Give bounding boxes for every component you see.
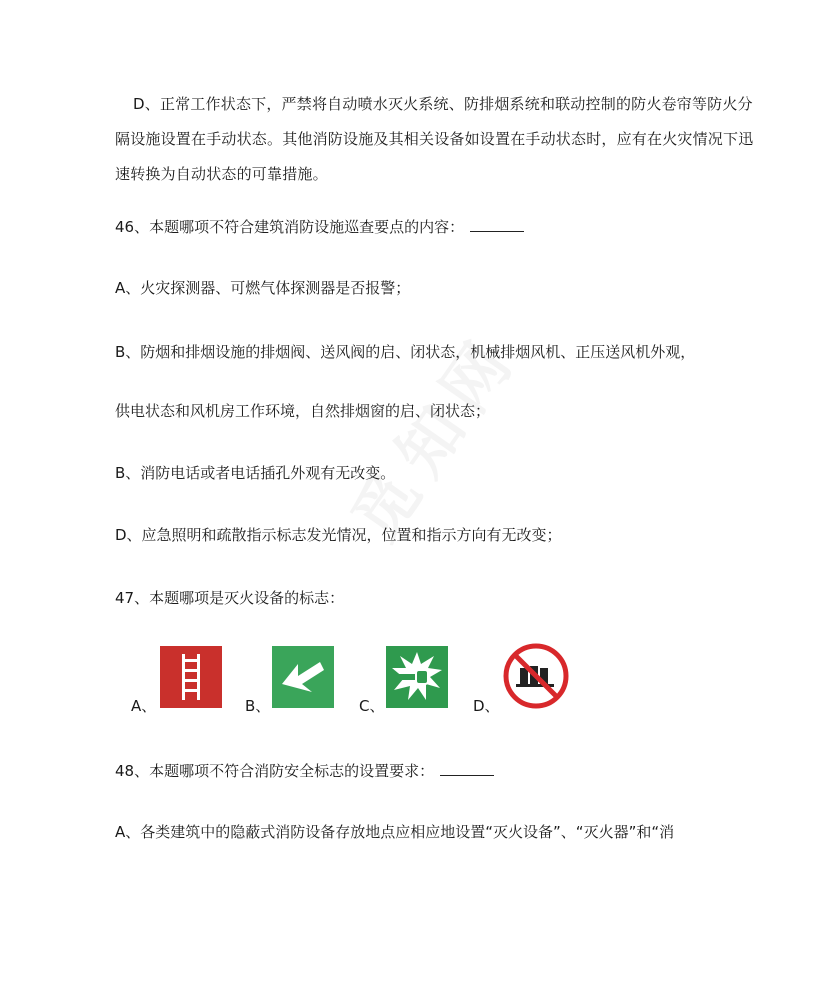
prohibition-icon xyxy=(502,642,570,710)
q45-option-d: D、正常工作状态下，严禁将自动喷水灭火系统、防排烟系统和联动控制的防火卷帘等防火分隔设施设置在手动状态。其他消防设施及其相关设备如设置在手动状态时，应有在火灾情况下迅速转换为自动状态的可靠措施。 xyxy=(115,95,754,183)
q46-option-d: D、应急照明和疏散指示标志发光情况，位置和指示方向有无改变； xyxy=(115,526,562,544)
q46-option-b-line1: B、防烟和排烟设施的排烟阀、送风阀的启、闭状态，机械排烟风机、正压送风机外观， xyxy=(115,343,696,361)
fire-ladder-icon xyxy=(160,646,222,708)
q48-question-text: 48、本题哪项不符合消防安全标志的设置要求： xyxy=(115,762,435,780)
q46-option-b-line2: 供电状态和风机房工作环境，自然排烟窗的启、闭状态； xyxy=(115,402,491,420)
q47-label-b: B、 xyxy=(245,697,271,715)
q47-label-a: A、 xyxy=(131,697,157,715)
q46-option-c: B、消防电话或者电话插孔外观有无改变。 xyxy=(115,464,396,482)
q48-option-a: A、各类建筑中的隐蔽式消防设备存放地点应相应地设置“灭火设备”、“灭火器”和“消 xyxy=(115,823,675,841)
q46-option-a: A、火灾探测器、可燃气体探测器是否报警； xyxy=(115,279,411,297)
q48-question xyxy=(115,761,494,781)
answer-blank xyxy=(440,761,494,776)
q47-label-c: C、 xyxy=(359,697,385,715)
q47-question: 47、本题哪项是灭火设备的标志： xyxy=(115,589,345,607)
break-glass-icon xyxy=(386,646,448,708)
direction-arrow-icon xyxy=(272,646,334,708)
answer-blank xyxy=(470,217,524,232)
q46-question xyxy=(115,217,524,237)
q46-question-text: 46、本题哪项不符合建筑消防设施巡查要点的内容： xyxy=(115,218,465,236)
q47-label-d: D、 xyxy=(473,697,500,715)
